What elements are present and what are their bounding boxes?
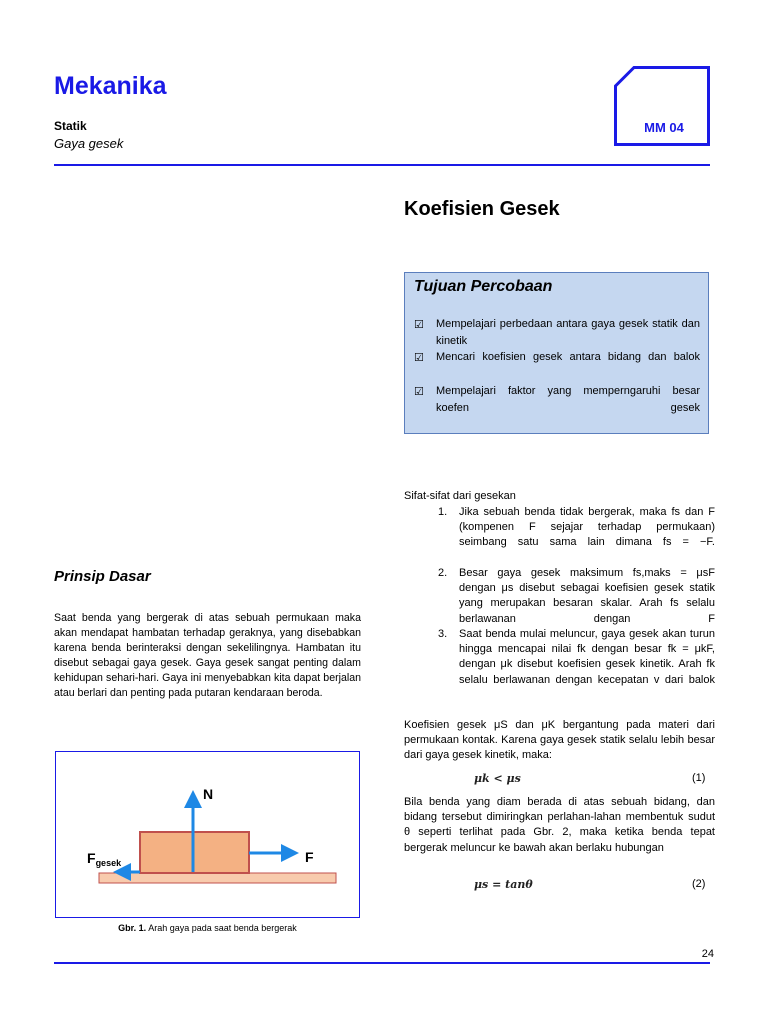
- paragraph-coefficient: Koefisien gesek μS dan μK bergantung pada materi dari permukaan kontak. Karena gaya gesek statik selalu lebih besar dari gaya gesek kinetik, maka:: [404, 719, 715, 762]
- caption-text: Arah gaya pada saat benda bergerak: [146, 923, 297, 933]
- header-rule: [54, 164, 710, 166]
- goals-title: Tujuan Percobaan: [414, 278, 553, 295]
- paragraph-incline: Bila benda yang diam berada di atas sebuah bidang, dan bidang tersebut dimiringkan perlahan-lahan membentuk sudut θ seperti terlihat pada Gbr. 2, maka ketika benda tepat bergerak meluncur ke bawah akan berlaku hubungan: [404, 796, 715, 854]
- label-fgesek: F: [87, 850, 96, 866]
- figure-caption: [55, 923, 360, 933]
- property-text: Jika sebuah benda tidak bergerak, maka fs dan F (kompenen F sejajar terhadap permukaan) seimbang satu sama lain dimana fs = −F.: [459, 506, 715, 549]
- property-number: 3.: [438, 628, 448, 640]
- goal-item: [414, 349, 700, 383]
- equation-1-number: (1): [692, 772, 706, 784]
- property-number: 2.: [438, 567, 448, 579]
- goal-item-text: Mencari koefisien gesek antara bidang dan balok: [436, 351, 700, 363]
- property-item: [438, 505, 715, 566]
- section-heading: Koefisien Gesek: [404, 198, 560, 220]
- property-item: [438, 627, 715, 703]
- principle-paragraph: Saat benda yang bergerak di atas sebuah permukaan maka akan mendapat hambatan terhadap geraknya, yang disebabkan karena benda berinteraksi dengan sekelilingnya. Hambatan itu disebut sebagai gaya gesek. Gaya gesek sangat penting dalam kehidupan sehari-hari. Gaya ini menyebabkan kita dapat berjalan atau berlari dan penting pada putaran kendaraan beroda.: [54, 612, 361, 700]
- label-f: F: [305, 849, 314, 865]
- equation-2: μs = tanθ: [474, 878, 533, 891]
- svg-text:Fgesek: [87, 850, 122, 868]
- checkbox-icon: ☑: [414, 318, 424, 331]
- force-diagram: [56, 752, 359, 917]
- checkbox-icon: ☑: [414, 385, 424, 398]
- page-number: 24: [701, 948, 714, 960]
- label-n: N: [203, 786, 214, 802]
- caption-label: Gbr. 1.: [118, 923, 147, 933]
- property-number: 1.: [438, 506, 448, 518]
- checkbox-icon: ☑: [414, 351, 424, 364]
- principle-heading: Prinsip Dasar: [54, 568, 151, 585]
- label-fgesek-sub: gesek: [95, 858, 122, 868]
- figure-frame: [55, 751, 360, 918]
- goal-item-text: Mempelajari faktor yang memperngaruhi besar koefen gesek: [436, 385, 700, 414]
- property-text: Saat benda mulai meluncur, gaya gesek akan turun hingga mencapai nilai fk dengan besar fk = μkF, dengan μk disebut koefisien gesek kinetik. Arah fk selalu berlawanan dengan kecepatan v dari balok: [459, 628, 715, 686]
- equation-1: μk < μs: [474, 772, 521, 785]
- goal-item: [414, 383, 700, 434]
- ground-surface: [99, 873, 336, 883]
- topic-label: Gaya gesek: [54, 136, 124, 151]
- equation-2-number: (2): [692, 878, 706, 890]
- document-title: Mekanika: [54, 72, 167, 100]
- footer-rule: [54, 962, 710, 964]
- properties-title: Sifat-sifat dari gesekan: [404, 490, 516, 502]
- module-code: MM 04: [644, 120, 684, 135]
- goal-item-text: Mempelajari perbedaan antara gaya gesek statik dan kinetik: [436, 318, 700, 347]
- subject-label: Statik: [54, 119, 87, 133]
- property-text: Besar gaya gesek maksimum fs,maks = μsF dengan μs disebut sebagai koefisien gesek statik yang merupakan besaran skalar. Arah fs selalu berlawanan dengan F: [459, 567, 715, 625]
